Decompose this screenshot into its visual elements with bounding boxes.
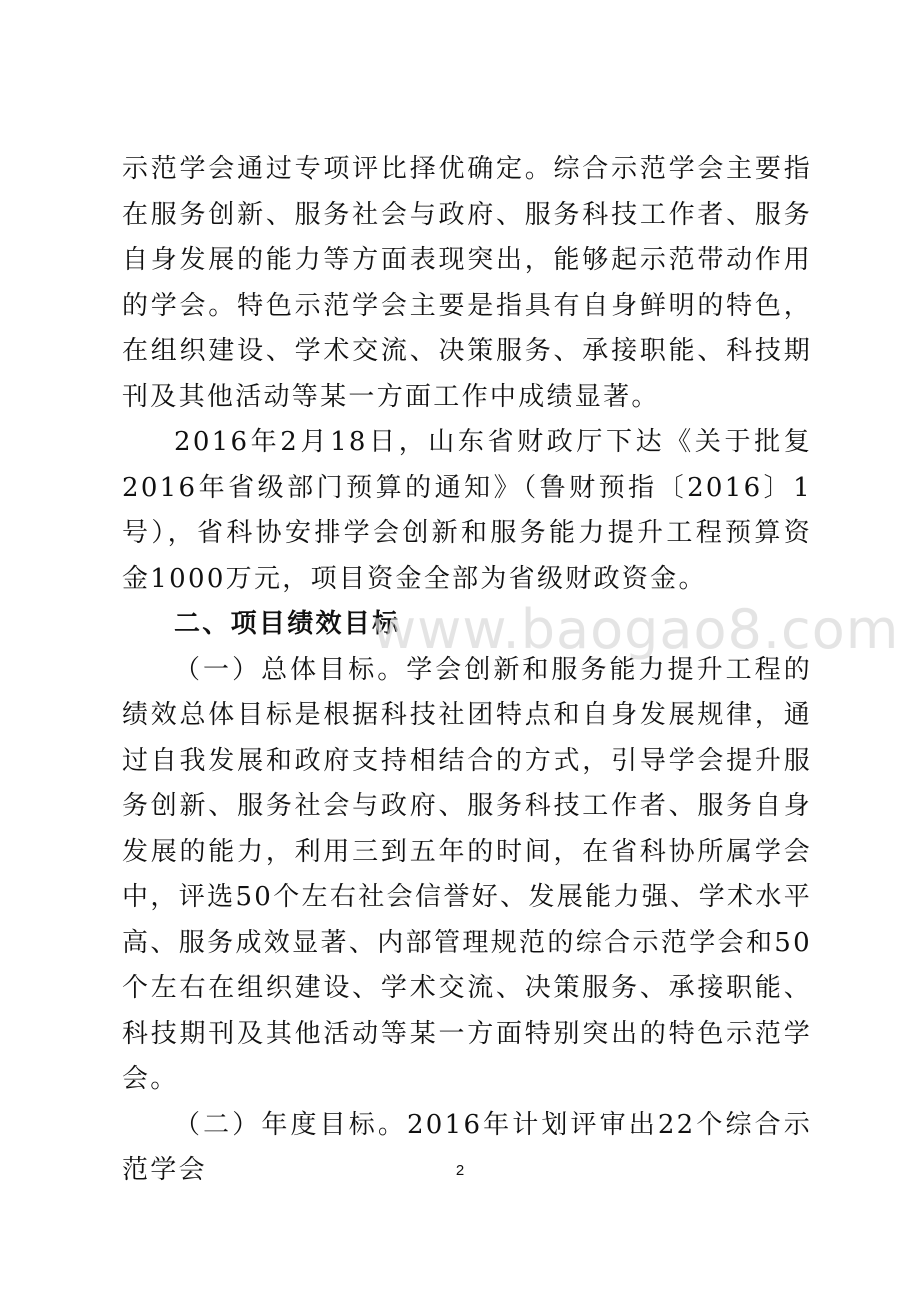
document-body [122,147,812,1194]
paragraph-overall-goal: （一）总体目标。学会创新和服务能力提升工程的绩效总体目标是根据科技社团特点和自身发展规律，通过自我发展和政府支持相结合的方式，引导学会提升服务创新、服务社会与政府、服务科技工作者、服务自身发展的能力，利用三到五年的时间，在省科协所属学会中，评选50个左右社会信誉好、发展能力强、学术水平高、服务成效显著、内部管理规范的综合示范学会和50个左右在组织建设、学术交流、决策服务、承接职能、科技期刊及其他活动等某一方面特别突出的特色示范学会。 [122,654,812,1094]
watermark: www.baogao8.com [372,598,900,661]
paragraph-budget-approval: 2016年2月18日，山东省财政厅下达《关于批复2016年省级部门预算的通知》（鲁财预指〔2016〕1号），省科协安排学会创新和服务能力提升工程预算资金1000万元，项目资金全部为省级财政资金。 [122,427,812,594]
page-number: 2 [455,1162,465,1179]
section-heading-performance-goals: 二、项目绩效目标 [174,609,401,639]
paragraph-annual-goal: （二）年度目标。2016年计划评审出22个综合示范学会 [122,1109,812,1185]
paragraph-demonstration-societies: 示范学会通过专项评比择优确定。综合示范学会主要指在服务创新、服务社会与政府、服务科技工作者、服务自身发展的能力等方面表现突出，能够起示范带动作用的学会。特色示范学会主要是指具有自身鲜明的特色，在组织建设、学术交流、决策服务、承接职能、科技期刊及其他活动等某一方面工作中成绩显著。 [122,154,812,412]
